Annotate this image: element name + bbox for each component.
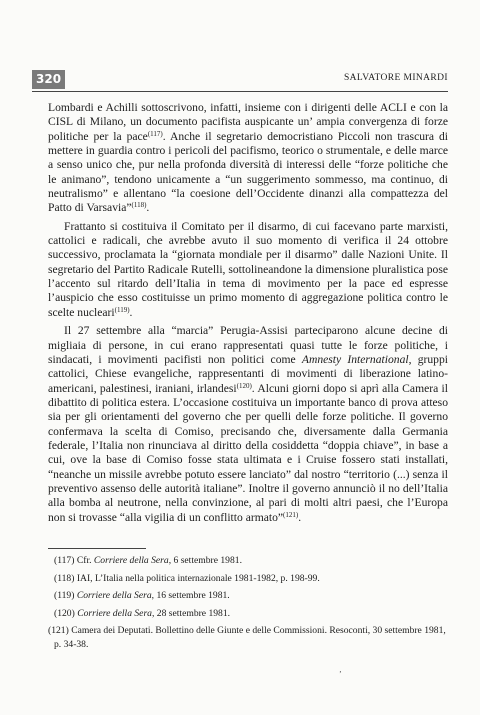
footnote-121 bbox=[48, 624, 448, 652]
footnote-text: Camera dei Deputati. Bollettino delle Giunte e delle Commissioni. Resoconti, 30 settembre 1981, p. 34-38. bbox=[54, 625, 446, 650]
paragraph-text: . bbox=[129, 305, 133, 319]
footnote-120 bbox=[48, 607, 448, 621]
footnote-number: (121) bbox=[48, 625, 69, 636]
paragraph-2 bbox=[48, 220, 448, 320]
body-text bbox=[48, 101, 448, 529]
footnote-ref-120: (120) bbox=[236, 381, 252, 390]
footnote-number: (118) bbox=[54, 572, 75, 584]
paragraph-text: . bbox=[298, 510, 302, 524]
footnote-separator bbox=[48, 548, 146, 549]
footnote-text: , 6 settembre 1981. bbox=[168, 555, 242, 566]
paragraph-text: Frattanto si costituiva il Comitato per il disarmo, di cui facevano parte marxisti, cattolici e radicali, che avrebbe avuto il suo momento di verifica il 24 ottobre successivo, proclamata la “giornata mondiale per il disarmo” dalle Nazioni Unite. Il segretario del Partito Radicale Rutelli, sottolineandone la dimensione pluralistica pose l’accento sul ritardo dell’Italia in tema di movimento per la pace ed espresse l’auspicio che esso costituisse un primo momento di aggregazione politica contro le scelte nucleari bbox=[48, 219, 448, 319]
print-speck: ‚ bbox=[339, 665, 342, 674]
footnotes bbox=[48, 554, 448, 656]
footnote-text: Cfr. bbox=[76, 555, 94, 566]
footnote-118 bbox=[48, 572, 448, 586]
footnote-source-title: Corriere della Sera bbox=[77, 607, 152, 619]
page-header bbox=[32, 70, 448, 92]
paragraph-text: . bbox=[146, 201, 150, 215]
paragraph-text: Il 27 settembre alla “marcia” Perugia-Assisi parteciparono alcune decine di migliaia di persone, in cui erano rappresentati quasi tutte le forze politiche, i sindacati, i movimenti pacifisti non politici come bbox=[48, 324, 448, 366]
header-rule bbox=[32, 91, 448, 92]
footnote-number: (119) bbox=[54, 590, 75, 601]
italic-organization-name: Amnesty International bbox=[301, 352, 409, 366]
paragraph-text: . Anche il segretario democristiano Piccoli non trascura di mettere in guardia contro i pericoli del pacifismo, teorico o strumentale, e delle marce a senso unico che, pur nella profonda diversità di interessi delle “forze politiche che le animano”, tendono unicamente a “un suggerimento sommesso, ma continuo, di neutralismo” e allentano “la coesione dell’Occidente dinanzi alla compattezza del Patto di Varsavia” bbox=[48, 129, 448, 215]
footnote-119 bbox=[48, 589, 448, 603]
footnote-number: (117) bbox=[54, 555, 75, 566]
footnote-text: IAI, L’Italia nella politica internazionale 1981-1982, p. 198-99. bbox=[76, 572, 320, 584]
footnote-117 bbox=[48, 554, 448, 568]
footnote-source-title: Corriere della Sera bbox=[76, 590, 152, 601]
footnote-ref-119: (119) bbox=[114, 305, 130, 314]
footnote-ref-121: (121) bbox=[283, 510, 299, 519]
running-head: SALVATORE MINARDI bbox=[343, 73, 448, 83]
page-number: 320 bbox=[32, 70, 65, 89]
paragraph-3 bbox=[48, 324, 448, 525]
footnote-number: (120) bbox=[54, 607, 75, 619]
footnote-ref-118: (118) bbox=[131, 201, 147, 210]
paragraph-text: , gruppi cattolici, Chiese evangeliche, rappresentanti di movimenti di liberazione latino-americani, palestinesi, iraniani, irlandesi bbox=[48, 352, 448, 395]
footnote-text: , 28 settembre 1981. bbox=[151, 607, 231, 619]
paragraph-text: . Alcuni giorni dopo si aprì alla Camera il dibattito di politica estera. L’occasione costituiva un importante banco di prova atteso sia per gli orientamenti del governo che per quelli delle forze politiche. Il governo confermava la scelta di Comiso, precisando che, diversamente dalla Germania federale, l’Italia non rinunciava al diritto della cosiddetta “doppia chiave”, in base a cui, ove la base di Comiso fosse stata ultimata e i Cruise fossero stati installati, “neanche un missile avrebbe potuto essere lanciato” dal nostro “territorio (...) senza il preventivo assenso delle autorità italiane”. Inoltre il governo annunciò il no dell’Italia alla bomba al neutrone, nella convinzione, al pari di molti altri paesi, che l’Europa non si trovasse “alla vigilia di un conflitto armato” bbox=[48, 381, 448, 524]
footnote-text: , 16 settembre 1981. bbox=[151, 590, 230, 601]
footnote-ref-117: (117) bbox=[147, 129, 163, 138]
paragraph-text: Lombardi e Achilli sottoscrivono, infatti, insieme con i dirigenti delle ACLI e con la CISL di Milano, un documento pacifista auspicante un’ ampia convergenza di forze politiche per la pace bbox=[48, 101, 448, 143]
footnote-source-title: Corriere della Sera bbox=[93, 555, 169, 566]
paragraph-1 bbox=[48, 101, 448, 216]
